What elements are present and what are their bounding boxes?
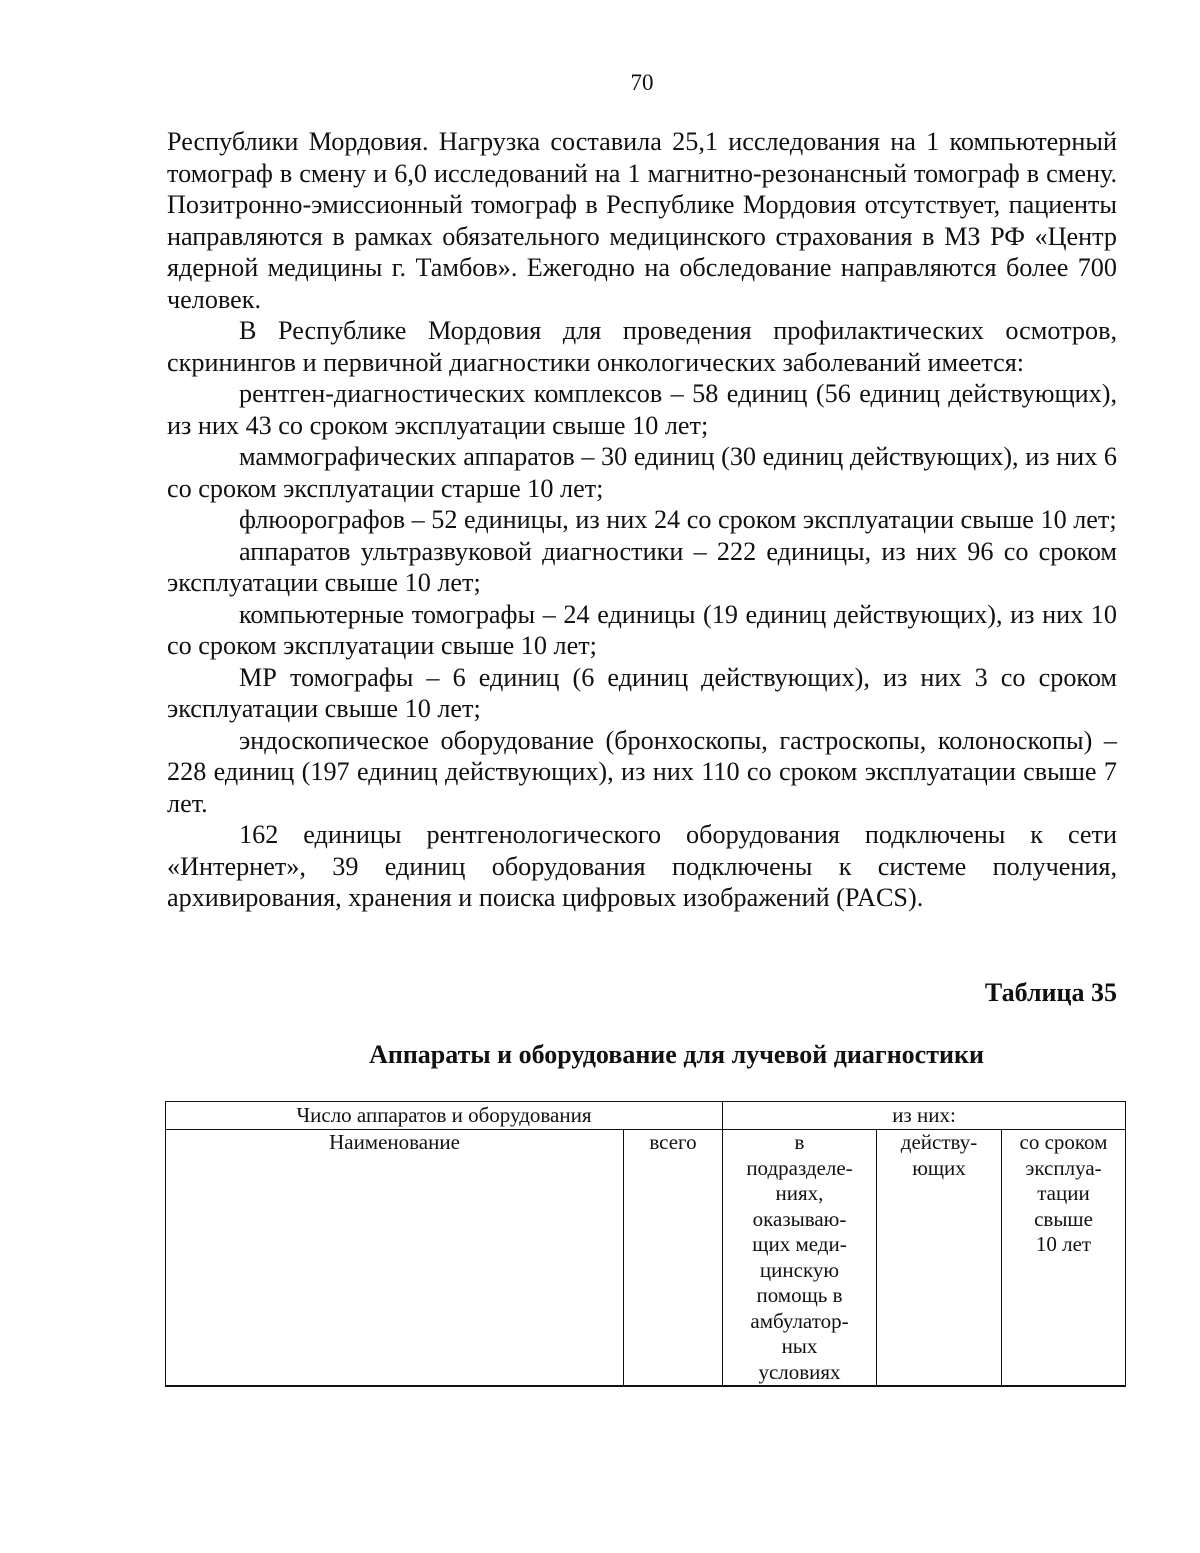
- header-line: 10 лет: [1035, 1232, 1092, 1256]
- paragraph: В Республике Мордовия для проведения профилактических осмотров, скринингов и первичной диагностики онкологических заболеваний имеется:: [167, 316, 1117, 377]
- list-item-mammographs: маммографических аппаратов – 30 единиц (30 единиц действующих), из них 6 со сроком эксплуатации старше 10 лет;: [167, 442, 1117, 503]
- table-header-row-columns: [166, 1130, 1126, 1387]
- equipment-table: [165, 1101, 1126, 1387]
- list-item-mr-scanners: МР томографы – 6 единиц (6 единиц действующих), из них 3 со сроком эксплуатации свыше 10 лет;: [167, 662, 1117, 723]
- header-total: всего: [624, 1130, 723, 1387]
- table-header-row-group: [166, 1102, 1126, 1130]
- header-line: тации: [1037, 1181, 1090, 1205]
- table-title: Аппараты и оборудование для лучевой диагностики: [369, 1040, 984, 1069]
- header-line: ных: [781, 1334, 818, 1358]
- header-group-count: Число аппаратов и оборудования: [166, 1102, 723, 1130]
- header-group-of-which: из них:: [723, 1102, 1126, 1130]
- header-line: ниях,: [775, 1181, 824, 1205]
- header-line: ющих: [912, 1155, 966, 1180]
- header-line: эксплуа-: [1025, 1155, 1102, 1180]
- header-name: Наименование: [166, 1130, 624, 1387]
- paragraph: Республики Мордовия. Нагрузка составила 25,1 исследования на 1 компьютерный томограф в смену и 6,0 исследований на 1 магнитно-резонансный томограф в смену. Позитронно-эмиссионный томограф в Республике Мордовия отсутствует, пациенты направляются в рамках обязательного медицинского страхования в МЗ РФ «Центр ядерной медицины г. Тамбов». Ежегодно на обследование направляются более 700 человек.: [167, 127, 1117, 314]
- table-caption: Таблица 35: [984, 978, 1117, 1007]
- body-text: [167, 126, 1117, 914]
- list-item-ultrasound: аппаратов ультразвуковой диагностики – 222 единицы, из них 96 со сроком эксплуатации свыше 10 лет;: [167, 536, 1117, 597]
- header-active: [877, 1130, 1002, 1387]
- paragraph: 162 единицы рентгенологического оборудования подключены к сети «Интернет», 39 единиц оборудования подключены к системе получения, архивирования, хранения и поиска цифровых изображений (PACS).: [167, 820, 1117, 912]
- list-item-ct-scanners: компьютерные томографы – 24 единицы (19 единиц действующих), из них 10 со сроком эксплуатации свыше 10 лет;: [167, 599, 1117, 660]
- list-item-xray-complexes: рентген-диагностических комплексов – 58 единиц (56 единиц действующих), из них 43 со сроком эксплуатации свыше 10 лет;: [167, 379, 1117, 440]
- page-number: 70: [630, 70, 654, 95]
- header-line: помощь в: [756, 1283, 843, 1307]
- header-over-10-years: [1002, 1130, 1126, 1387]
- header-line: щих меди-: [752, 1232, 847, 1256]
- list-item-endoscopy: эндоскопическое оборудование (бронхоскопы, гастроскопы, колоноскопы) – 228 единиц (197 единиц действующих), из них 110 со сроком эксплуатации свыше 7 лет.: [167, 725, 1117, 818]
- list-item-fluorographs: флюорографов – 52 единицы, из них 24 со сроком эксплуатации свыше 10 лет;: [239, 505, 1117, 534]
- header-ambulatory: [723, 1130, 877, 1387]
- header-line: амбулатор-: [750, 1308, 849, 1333]
- header-line: оказываю-: [752, 1206, 847, 1231]
- header-line: со сроком: [1019, 1130, 1108, 1154]
- header-line: подразделе-: [746, 1155, 853, 1180]
- header-line: условиях: [758, 1359, 841, 1384]
- header-line: свыше: [1034, 1206, 1093, 1231]
- header-line: цинскую: [759, 1257, 840, 1282]
- header-line: действу-: [900, 1130, 978, 1154]
- header-line: в: [794, 1130, 805, 1154]
